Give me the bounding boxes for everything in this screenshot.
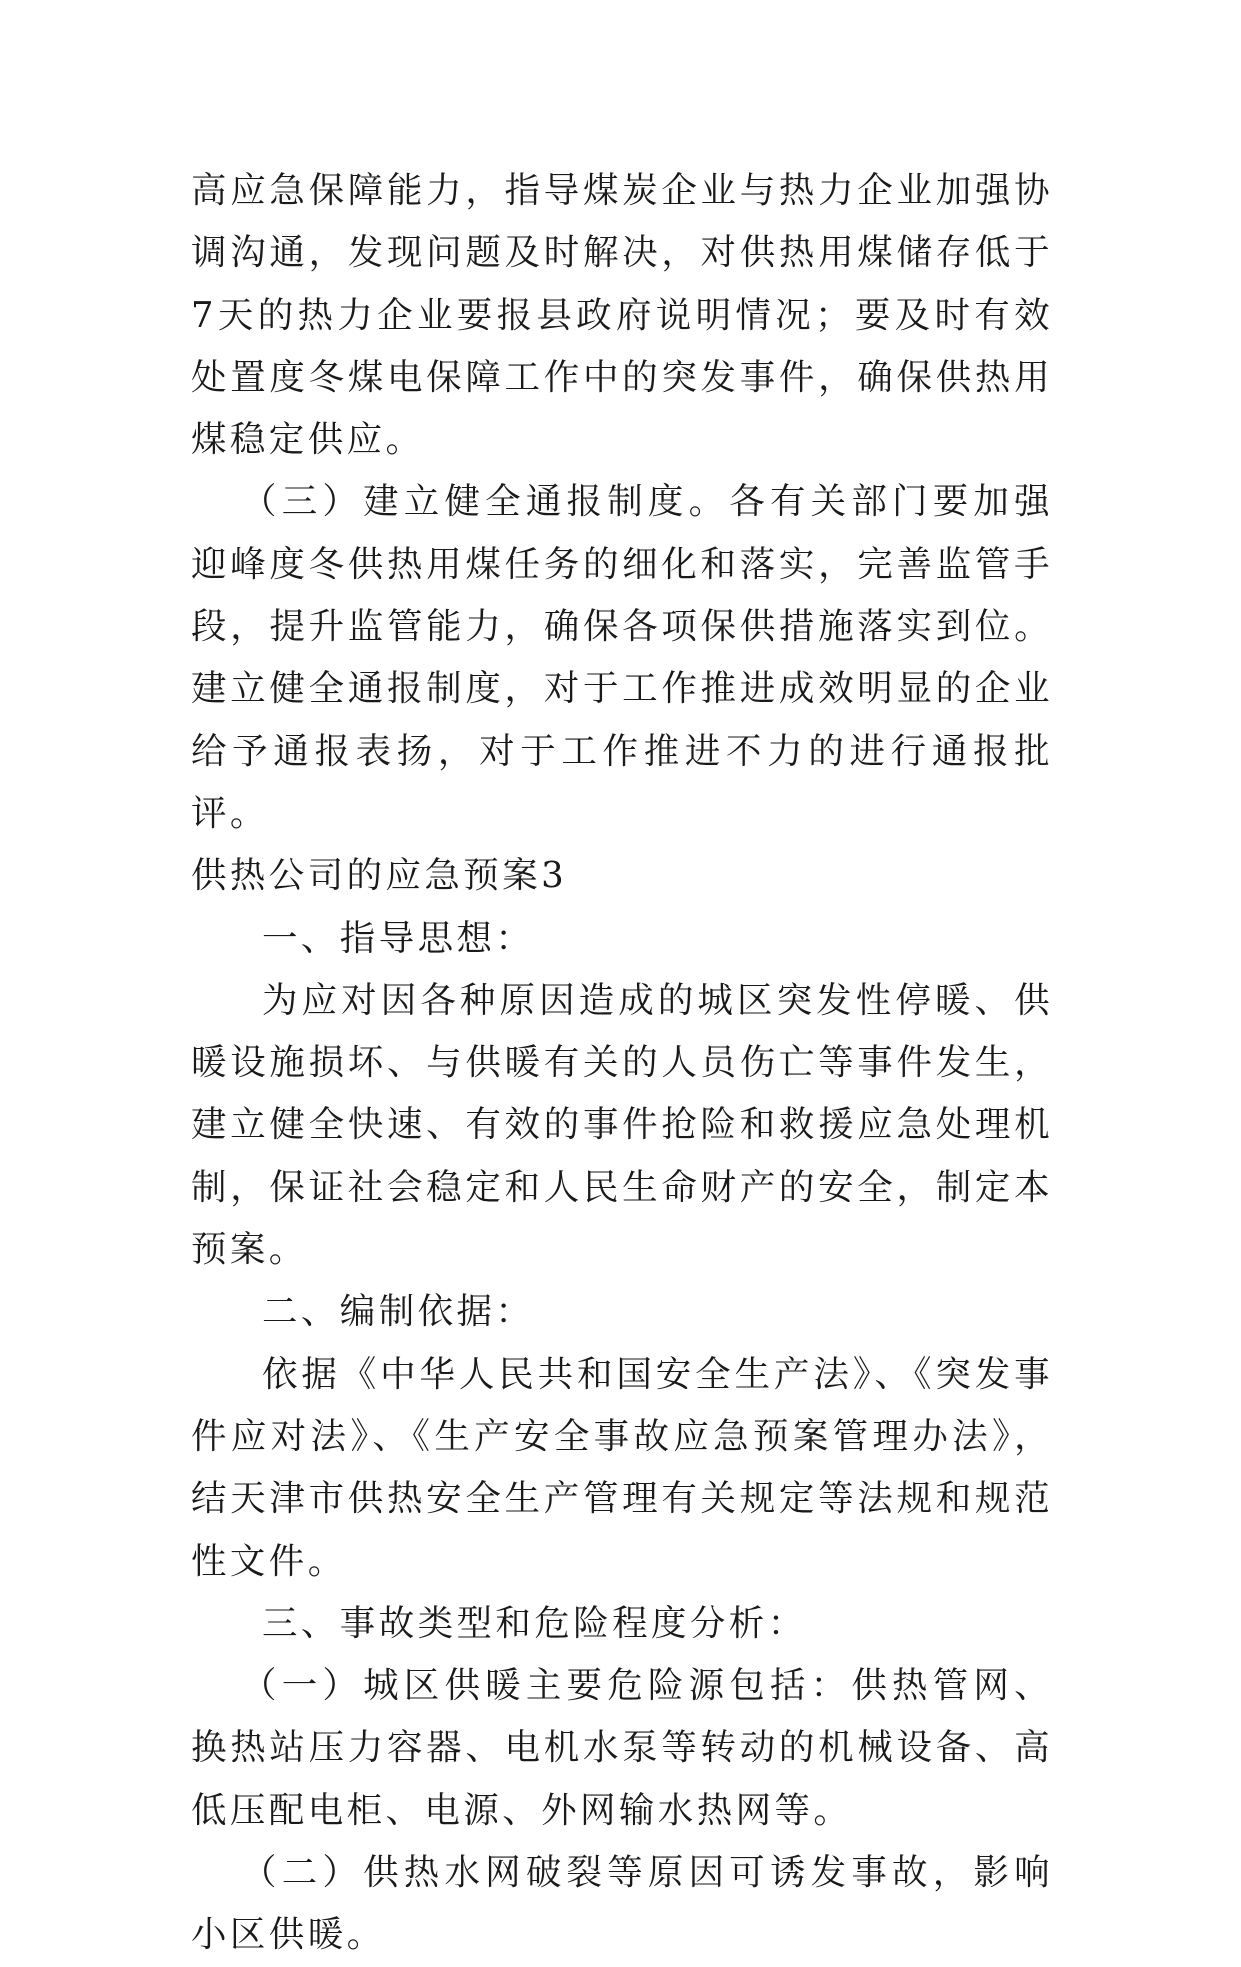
paragraph-pipe-rupture: （二）供热水网破裂等原因可诱发事故，影响小区供暖。 [191, 1852, 1053, 1956]
heading-accident-analysis: 三、事故类型和危险程度分析： [262, 1602, 807, 1644]
paragraph-notification-system: （三）建立健全通报制度。各有关部门要加强迎峰度冬供热用煤任务的细化和落实，完善监管手段，提升监管能力，确保各项保供措施落实到位。建立健全通报制度，对于工作推进成效明显的企业给予通报表扬，对于工作推进不力的进行通报批评。 [191, 481, 1053, 834]
paragraph-hazard-sources: （一）城区供暖主要危险源包括：供热管网、换热站压力容器、电机水泵等转动的机械设备、高低压配电柜、电源、外网输水热网等。 [191, 1665, 1053, 1831]
paragraph-compilation-basis: 依据《中华人民共和国安全生产法》、《突发事件应对法》、《生产安全事故应急预案管理办法》，结天津市供热安全生产管理有关规定等法规和规范性文件。 [191, 1353, 1053, 1582]
paragraph-continuation: 高应急保障能力，指导煤炭企业与热力企业加强协调沟通，发现问题及时解决，对供热用煤储存低于7天的热力企业要报县政府说明情况；要及时有效处置度冬煤电保障工作中的突发事件，确保供热用煤稳定供应。 [191, 170, 1053, 461]
section-heading-plan-3: 供热公司的应急预案3 [191, 855, 568, 897]
heading-compilation-basis: 二、编制依据： [262, 1291, 535, 1333]
heading-guiding-ideology: 一、指导思想： [262, 917, 535, 959]
document-body [191, 160, 1053, 1967]
paragraph-guiding-ideology: 为应对因各种原因造成的城区突发性停暖、供暖设施损坏、与供暖有关的人员伤亡等事件发生，建立健全快速、有效的事件抢险和救援应急处理机制，保证社会稳定和人民生命财产的安全，制定本预案。 [191, 979, 1053, 1271]
